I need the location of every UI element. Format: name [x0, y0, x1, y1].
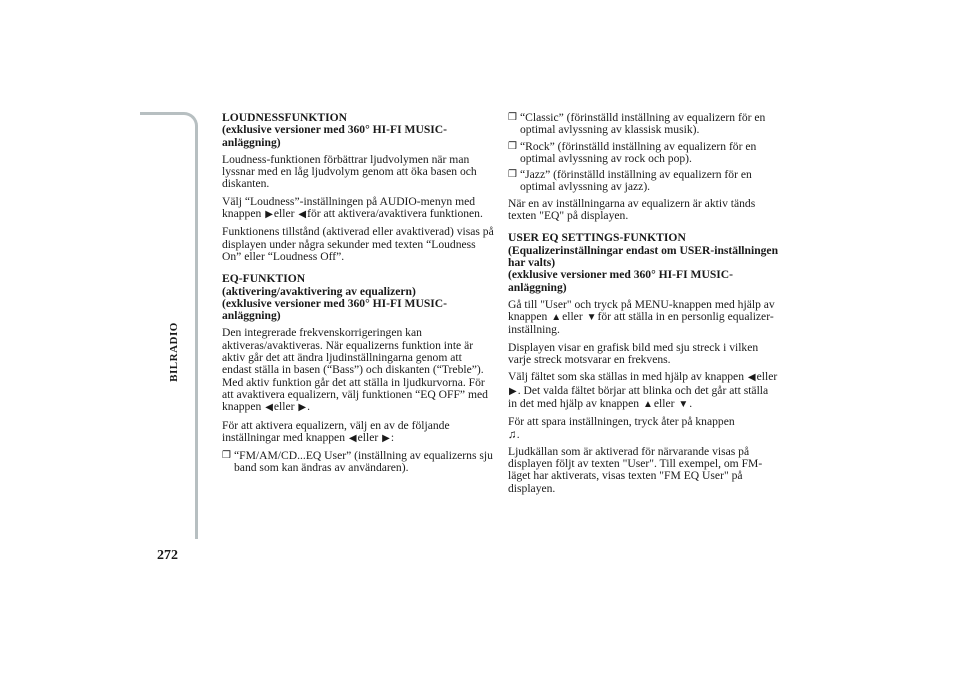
music-note-icon: ♫: [508, 427, 517, 441]
page-number: 272: [157, 548, 178, 563]
down-arrow-icon: ▼: [678, 398, 689, 410]
left-arrow-icon: ◀: [298, 209, 307, 221]
list-item: ❒ “Jazz” (förinställd inställning av equalizern för en optimal avlyssning av jazz).: [508, 168, 752, 194]
paragraph: När en av inställningarna av equalizern är aktiv tänds texten "EQ" på displayen.: [508, 196, 756, 223]
checkbox-bullet-icon: ❒: [508, 112, 517, 123]
list-item: ❒ “Rock” (förinställd inställning av equalizern för en optimal avlyssning av rock och pop).: [508, 139, 757, 165]
right-arrow-icon: ▶: [382, 432, 390, 444]
paragraph: Displayen visar en grafisk bild med sju streck i vilken varje streck motsvarar en frekvens.: [508, 340, 759, 367]
section-label: BILRADIO: [168, 322, 180, 382]
left-column: [222, 112, 494, 479]
right-arrow-icon: ▶: [298, 402, 307, 414]
left-arrow-icon: ◀: [747, 372, 756, 384]
user-eq-heading: USER EQ SETTINGS-FUNKTION (Equalizerinställningar endast om USER-inställningen har valts) (exklusive versioner med 360° HI-FI MUSIC-anläggning): [508, 231, 779, 294]
paragraph: För att spara inställningen, tryck åter på knappen ♫.: [508, 415, 735, 441]
paragraph: Den integrerade frekvenskorrigeringen kan aktiveras/avaktiveras. När equalizerns funktion inte är aktiv går det att ändra ljudinställningarna genom att endast ställa in basen (“Bass”) och diskanten (“Treble”). Med aktiv funktion går det att ställa in ljudkurvorna. För att avaktivera equalizern, välj funktionen “EQ OFF” med knappen ◀eller ▶.: [222, 326, 488, 414]
right-column: [508, 112, 780, 500]
checkbox-bullet-icon: ❒: [508, 169, 517, 181]
eq-heading: EQ-FUNKTION (aktivering/avaktivering av equalizern) (exklusive versioner med 360° HI-FI MUSIC-anläggning): [222, 272, 448, 323]
paragraph: Loudness-funktionen förbättrar ljudvolymen när man lyssnar med en låg ljudvolym genom att öka basen och diskanten.: [222, 152, 477, 191]
checkbox-bullet-icon: ❒: [508, 140, 517, 152]
down-arrow-icon: ▼: [586, 312, 597, 324]
left-arrow-icon: ◀: [265, 402, 273, 414]
up-arrow-icon: ▲: [551, 312, 562, 324]
loudness-heading: LOUDNESSFUNKTION (exklusive versioner med 360° HI-FI MUSIC-anläggning): [222, 111, 448, 149]
paragraph: Gå till "User" och tryck på MENU-knappen med hjälp av knappen ▲eller ▼för att ställa in en personlig equalizer-inställning.: [508, 297, 775, 337]
right-arrow-icon: ▶: [265, 209, 273, 221]
up-arrow-icon: ▲: [642, 398, 653, 410]
list-item: ❒ “Classic” (förinställd inställning av equalizern för en optimal avlyssning av klassisk musik).: [508, 111, 766, 137]
paragraph: Ljudkällan som är aktiverad för närvarande visas på displayen följt av texten "User". Till exempel, om FM-läget har aktiverats, visas texten "FM EQ User" på displayen.: [508, 444, 763, 495]
checkbox-bullet-icon: ❒: [222, 450, 231, 462]
list-item: ❒ “FM/AM/CD...EQ User” (inställning av equalizerns sju band som kan ändras av användaren).: [222, 449, 493, 475]
paragraph: Välj fältet som ska ställas in med hjälp av knappen ◀eller ▶. Det valda fältet börjar att blinka och det går att ställa in det med hjälp av knappen ▲eller ▼.: [508, 370, 778, 410]
paragraph: För att aktivera equalizern, välj en av de följande inställningar med knappen ◀eller ▶:: [222, 418, 450, 444]
paragraph: Funktionens tillstånd (aktiverad eller avaktiverad) visas på displayen under några sekunder med texten “Loudness On” eller “Loudness Off”.: [222, 225, 494, 263]
right-arrow-icon: ▶: [509, 385, 517, 397]
left-arrow-icon: ◀: [348, 432, 357, 444]
paragraph: Välj “Loudness”-inställningen på AUDIO-menyn med knappen ▶eller ◀för att aktivera/avaktivera funktionen.: [222, 194, 483, 221]
